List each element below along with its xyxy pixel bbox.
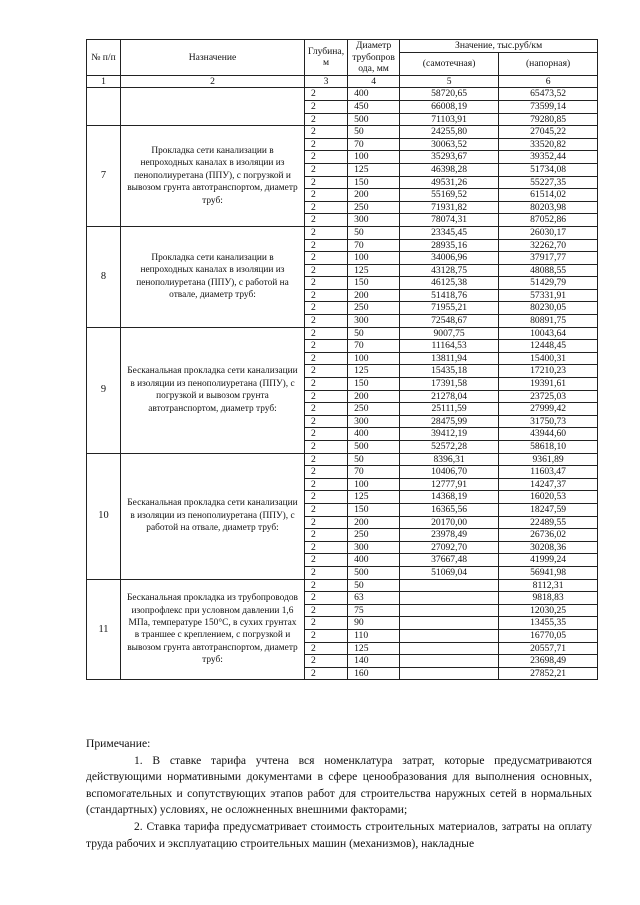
diameter-cell: 125 [348,491,400,504]
gravity-value-cell: 11164,53 [400,340,499,353]
purpose-cell [121,88,305,126]
diameter-cell: 200 [348,516,400,529]
gravity-value-cell: 51069,04 [400,566,499,579]
pressure-value-cell: 10043,64 [499,327,598,340]
depth-cell: 2 [305,579,348,592]
depth-cell: 2 [305,365,348,378]
pressure-value-cell: 27852,21 [499,667,598,680]
gravity-value-cell [400,579,499,592]
pressure-value-cell: 23698,49 [499,655,598,668]
pressure-value-cell: 30208,36 [499,541,598,554]
pressure-value-cell: 31750,73 [499,415,598,428]
diameter-cell: 250 [348,201,400,214]
depth-cell: 2 [305,352,348,365]
depth-cell: 2 [305,378,348,391]
table-row [87,88,598,101]
depth-cell: 2 [305,592,348,605]
gravity-value-cell: 78074,31 [400,214,499,227]
purpose-cell: Бесканальная прокладка сети канализации в изоляции из пенополиуретана (ППУ), с погрузкой и вывозом грунта автотранспортом, диаметр труб: [121,327,305,453]
pressure-value-cell: 27999,42 [499,403,598,416]
table-row [87,579,598,592]
pressure-value-cell: 17210,23 [499,365,598,378]
depth-cell: 2 [305,113,348,126]
depth-cell: 2 [305,642,348,655]
column-number-row [87,75,598,88]
depth-cell: 2 [305,566,348,579]
diameter-cell: 90 [348,617,400,630]
diameter-cell: 100 [348,478,400,491]
diameter-cell: 70 [348,466,400,479]
pressure-value-cell: 87052,86 [499,214,598,227]
gravity-value-cell [400,604,499,617]
diameter-cell: 250 [348,529,400,542]
depth-cell: 2 [305,466,348,479]
gravity-value-cell: 10406,70 [400,466,499,479]
pressure-value-cell: 16020,53 [499,491,598,504]
gravity-value-cell: 34006,96 [400,252,499,265]
note-paragraph-1: 1. В ставке тарифа учтена вся номенклатура затрат, которые предусматриваются действующими нормативными документами в сфере ценообразования для выполнения основных, вспомогательных и сопутствующих этапов работ для строительства наружных сетей в нормальных (стандартных) условиях, не осложненных внешними факторами; [86,753,592,817]
pressure-value-cell: 73599,14 [499,100,598,113]
depth-cell: 2 [305,491,348,504]
depth-cell: 2 [305,327,348,340]
depth-cell: 2 [305,415,348,428]
pressure-value-cell: 58618,10 [499,441,598,454]
diameter-cell: 110 [348,629,400,642]
note-title: Примечание: [86,737,151,750]
header-pressure: (напорная) [499,52,598,75]
pressure-value-cell: 33520,82 [499,138,598,151]
depth-cell: 2 [305,88,348,101]
column-number: 3 [305,75,348,88]
header-value: Значение, тыс.руб/км [400,40,598,53]
gravity-value-cell: 71931,82 [400,201,499,214]
diameter-cell: 150 [348,378,400,391]
column-number: 2 [121,75,305,88]
depth-cell: 2 [305,655,348,668]
depth-cell: 2 [305,478,348,491]
pressure-value-cell: 48088,55 [499,264,598,277]
depth-cell: 2 [305,503,348,516]
gravity-value-cell [400,642,499,655]
depth-cell: 2 [305,604,348,617]
diameter-cell: 250 [348,403,400,416]
depth-cell: 2 [305,277,348,290]
row-number-cell: 11 [87,579,121,680]
depth-cell: 2 [305,252,348,265]
gravity-value-cell: 27092,70 [400,541,499,554]
depth-cell: 2 [305,667,348,680]
pressure-value-cell: 12030,25 [499,604,598,617]
pressure-value-cell: 39352,44 [499,151,598,164]
pressure-value-cell: 9818,83 [499,592,598,605]
column-number: 6 [499,75,598,88]
diameter-cell: 100 [348,151,400,164]
diameter-cell: 150 [348,503,400,516]
gravity-value-cell: 51418,76 [400,289,499,302]
diameter-cell: 150 [348,277,400,290]
pressure-value-cell: 11603,47 [499,466,598,479]
diameter-cell: 75 [348,604,400,617]
diameter-cell: 63 [348,592,400,605]
diameter-cell: 70 [348,239,400,252]
diameter-cell: 70 [348,340,400,353]
purpose-cell: Бесканальная прокладка сети канализации в изоляции из пенополиуретана (ППУ), с работой на отвале, диаметр труб: [121,453,305,579]
depth-cell: 2 [305,214,348,227]
diameter-cell: 100 [348,352,400,365]
header-purpose: Назначение [121,40,305,76]
gravity-value-cell: 23345,45 [400,226,499,239]
row-number-cell: 7 [87,126,121,227]
pressure-value-cell: 51734,08 [499,163,598,176]
gravity-value-cell [400,655,499,668]
pressure-value-cell: 41999,24 [499,554,598,567]
pressure-value-cell: 22489,55 [499,516,598,529]
diameter-cell: 400 [348,428,400,441]
pressure-value-cell: 12448,45 [499,340,598,353]
depth-cell: 2 [305,403,348,416]
diameter-cell: 300 [348,315,400,328]
diameter-cell: 500 [348,441,400,454]
purpose-cell: Прокладка сети канализации в непроходных каналах в изоляции из пенополиуретана (ППУ), с работой на отвале, диаметр труб: [121,226,305,327]
diameter-cell: 140 [348,655,400,668]
table-row [87,226,598,239]
gravity-value-cell: 12777,91 [400,478,499,491]
pressure-value-cell: 51429,79 [499,277,598,290]
gravity-value-cell: 30063,52 [400,138,499,151]
row-number-cell: 9 [87,327,121,453]
depth-cell: 2 [305,201,348,214]
depth-cell: 2 [305,100,348,113]
pressure-value-cell: 43944,60 [499,428,598,441]
pressure-value-cell: 16770,05 [499,629,598,642]
header-depth: Глубина, м [305,40,348,76]
pressure-value-cell: 80203,98 [499,201,598,214]
purpose-cell: Бесканальная прокладка из трубопроводов изопрофлекс при условном давлении 1,6 МПа, температуре 150°С, в сухих грунтах в траншее с креплением, с погрузкой и вывозом грунта автотранспортом, диаметр труб: [121,579,305,680]
table-row [87,126,598,139]
gravity-value-cell: 55169,52 [400,189,499,202]
pressure-value-cell: 23725,03 [499,390,598,403]
tariff-table-container [86,39,598,680]
diameter-cell: 125 [348,642,400,655]
column-number: 4 [348,75,400,88]
pressure-value-cell: 32262,70 [499,239,598,252]
gravity-value-cell: 25111,59 [400,403,499,416]
gravity-value-cell [400,629,499,642]
gravity-value-cell: 21278,04 [400,390,499,403]
diameter-cell: 200 [348,289,400,302]
pressure-value-cell: 55227,35 [499,176,598,189]
gravity-value-cell: 58720,65 [400,88,499,101]
pressure-value-cell: 26030,17 [499,226,598,239]
depth-cell: 2 [305,453,348,466]
purpose-cell: Прокладка сети канализации в непроходных каналах в изоляции из пенополиуретана (ППУ), с погрузкой и вывозом грунта автотранспортом, диаметр труб: [121,126,305,227]
depth-cell: 2 [305,189,348,202]
diameter-cell: 125 [348,264,400,277]
header-diameter: Диаметр трубопров ода, мм [348,40,400,76]
depth-cell: 2 [305,126,348,139]
depth-cell: 2 [305,629,348,642]
gravity-value-cell: 49531,26 [400,176,499,189]
depth-cell: 2 [305,441,348,454]
row-number-cell [87,88,121,126]
gravity-value-cell: 39412,19 [400,428,499,441]
gravity-value-cell [400,592,499,605]
gravity-value-cell: 52572,28 [400,441,499,454]
diameter-cell: 50 [348,226,400,239]
diameter-cell: 50 [348,126,400,139]
depth-cell: 2 [305,226,348,239]
column-number: 5 [400,75,499,88]
depth-cell: 2 [305,289,348,302]
gravity-value-cell: 71955,21 [400,302,499,315]
diameter-cell: 400 [348,88,400,101]
pressure-value-cell: 9361,89 [499,453,598,466]
pressure-value-cell: 27045,22 [499,126,598,139]
gravity-value-cell: 23978,49 [400,529,499,542]
pressure-value-cell: 80230,05 [499,302,598,315]
gravity-value-cell: 28935,16 [400,239,499,252]
tariff-table [86,39,598,680]
gravity-value-cell: 28475,99 [400,415,499,428]
depth-cell: 2 [305,302,348,315]
gravity-value-cell: 43128,75 [400,264,499,277]
depth-cell: 2 [305,264,348,277]
gravity-value-cell: 9007,75 [400,327,499,340]
pressure-value-cell: 15400,31 [499,352,598,365]
gravity-value-cell [400,617,499,630]
pressure-value-cell: 26736,02 [499,529,598,542]
pressure-value-cell: 57331,91 [499,289,598,302]
depth-cell: 2 [305,390,348,403]
gravity-value-cell: 16365,56 [400,503,499,516]
diameter-cell: 125 [348,365,400,378]
pressure-value-cell: 14247,37 [499,478,598,491]
diameter-cell: 50 [348,453,400,466]
diameter-cell: 150 [348,176,400,189]
pressure-value-cell: 56941,98 [499,566,598,579]
pressure-value-cell: 13455,35 [499,617,598,630]
pressure-value-cell: 37917,77 [499,252,598,265]
gravity-value-cell: 13811,94 [400,352,499,365]
pressure-value-cell: 79280,85 [499,113,598,126]
gravity-value-cell: 72548,67 [400,315,499,328]
depth-cell: 2 [305,163,348,176]
table-row [87,327,598,340]
diameter-cell: 400 [348,554,400,567]
gravity-value-cell: 46398,28 [400,163,499,176]
diameter-cell: 300 [348,214,400,227]
depth-cell: 2 [305,541,348,554]
gravity-value-cell: 66008,19 [400,100,499,113]
gravity-value-cell: 8396,31 [400,453,499,466]
depth-cell: 2 [305,315,348,328]
depth-cell: 2 [305,151,348,164]
gravity-value-cell: 14368,19 [400,491,499,504]
diameter-cell: 160 [348,667,400,680]
pressure-value-cell: 80891,75 [499,315,598,328]
diameter-cell: 50 [348,327,400,340]
gravity-value-cell: 71103,91 [400,113,499,126]
column-number: 1 [87,75,121,88]
diameter-cell: 100 [348,252,400,265]
diameter-cell: 250 [348,302,400,315]
diameter-cell: 125 [348,163,400,176]
depth-cell: 2 [305,239,348,252]
depth-cell: 2 [305,617,348,630]
row-number-cell: 8 [87,226,121,327]
diameter-cell: 300 [348,541,400,554]
depth-cell: 2 [305,428,348,441]
diameter-cell: 500 [348,566,400,579]
diameter-cell: 200 [348,390,400,403]
gravity-value-cell: 24255,80 [400,126,499,139]
diameter-cell: 300 [348,415,400,428]
depth-cell: 2 [305,529,348,542]
header-gravity: (самотечная) [400,52,499,75]
depth-cell: 2 [305,516,348,529]
gravity-value-cell: 46125,38 [400,277,499,290]
diameter-cell: 70 [348,138,400,151]
depth-cell: 2 [305,176,348,189]
depth-cell: 2 [305,340,348,353]
pressure-value-cell: 8112,31 [499,579,598,592]
depth-cell: 2 [305,138,348,151]
pressure-value-cell: 20557,71 [499,642,598,655]
diameter-cell: 200 [348,189,400,202]
gravity-value-cell: 37667,48 [400,554,499,567]
pressure-value-cell: 65473,52 [499,88,598,101]
table-body [87,88,598,680]
gravity-value-cell: 20170,00 [400,516,499,529]
pressure-value-cell: 19391,61 [499,378,598,391]
diameter-cell: 50 [348,579,400,592]
table-row [87,453,598,466]
header-num: № п/п [87,40,121,76]
pressure-value-cell: 18247,59 [499,503,598,516]
depth-cell: 2 [305,554,348,567]
pressure-value-cell: 61514,02 [499,189,598,202]
row-number-cell: 10 [87,453,121,579]
gravity-value-cell: 35293,67 [400,151,499,164]
diameter-cell: 450 [348,100,400,113]
gravity-value-cell [400,667,499,680]
note-paragraph-2: 2. Ставка тарифа предусматривает стоимость строительных материалов, затраты на оплату труда рабочих и эксплуатацию строительных машин (механизмов), накладные [86,819,592,850]
gravity-value-cell: 17391,58 [400,378,499,391]
note-section [86,736,592,852]
diameter-cell: 500 [348,113,400,126]
gravity-value-cell: 15435,18 [400,365,499,378]
